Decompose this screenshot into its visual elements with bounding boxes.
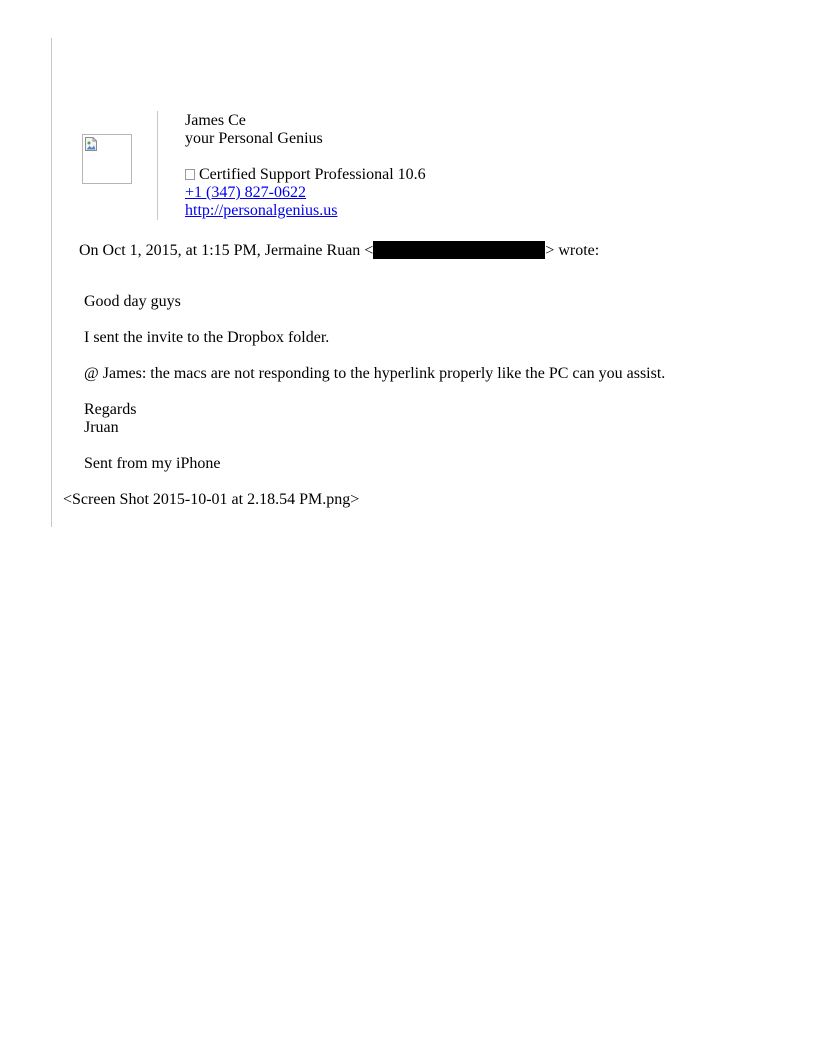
attribution-prefix: On Oct 1, 2015, at 1:15 PM, Jermaine Ruan <	[79, 242, 374, 259]
missing-glyph-box-icon	[185, 169, 195, 180]
message-greeting: Good day guys	[84, 293, 181, 310]
avatar	[82, 134, 132, 184]
quote-border	[51, 38, 52, 527]
message-request-line: @ James: the macs are not responding to the hyperlink properly like the PC can you assist.	[84, 365, 666, 382]
phone-link[interactable]: +1 (347) 827-0622	[185, 184, 307, 201]
signature-name: James Ce	[185, 112, 246, 129]
message-sender: Jruan	[84, 419, 119, 436]
broken-image-icon	[85, 137, 97, 151]
signature-tagline: your Personal Genius	[185, 130, 323, 147]
redacted-email	[373, 241, 545, 259]
message-invite-line: I sent the invite to the Dropbox folder.	[84, 329, 330, 346]
website-link[interactable]: http://personalgenius.us	[185, 202, 338, 219]
attachment-name[interactable]: <Screen Shot 2015-10-01 at 2.18.54 PM.png>	[63, 491, 360, 508]
quote-attribution	[79, 241, 599, 260]
message-closing: Regards	[84, 401, 137, 418]
attribution-suffix: > wrote:	[545, 242, 600, 259]
signature-certification	[185, 166, 426, 184]
certification-text: Certified Support Professional 10.6	[199, 166, 426, 183]
signature-divider	[157, 111, 158, 220]
message-sent-from: Sent from my iPhone	[84, 455, 221, 472]
